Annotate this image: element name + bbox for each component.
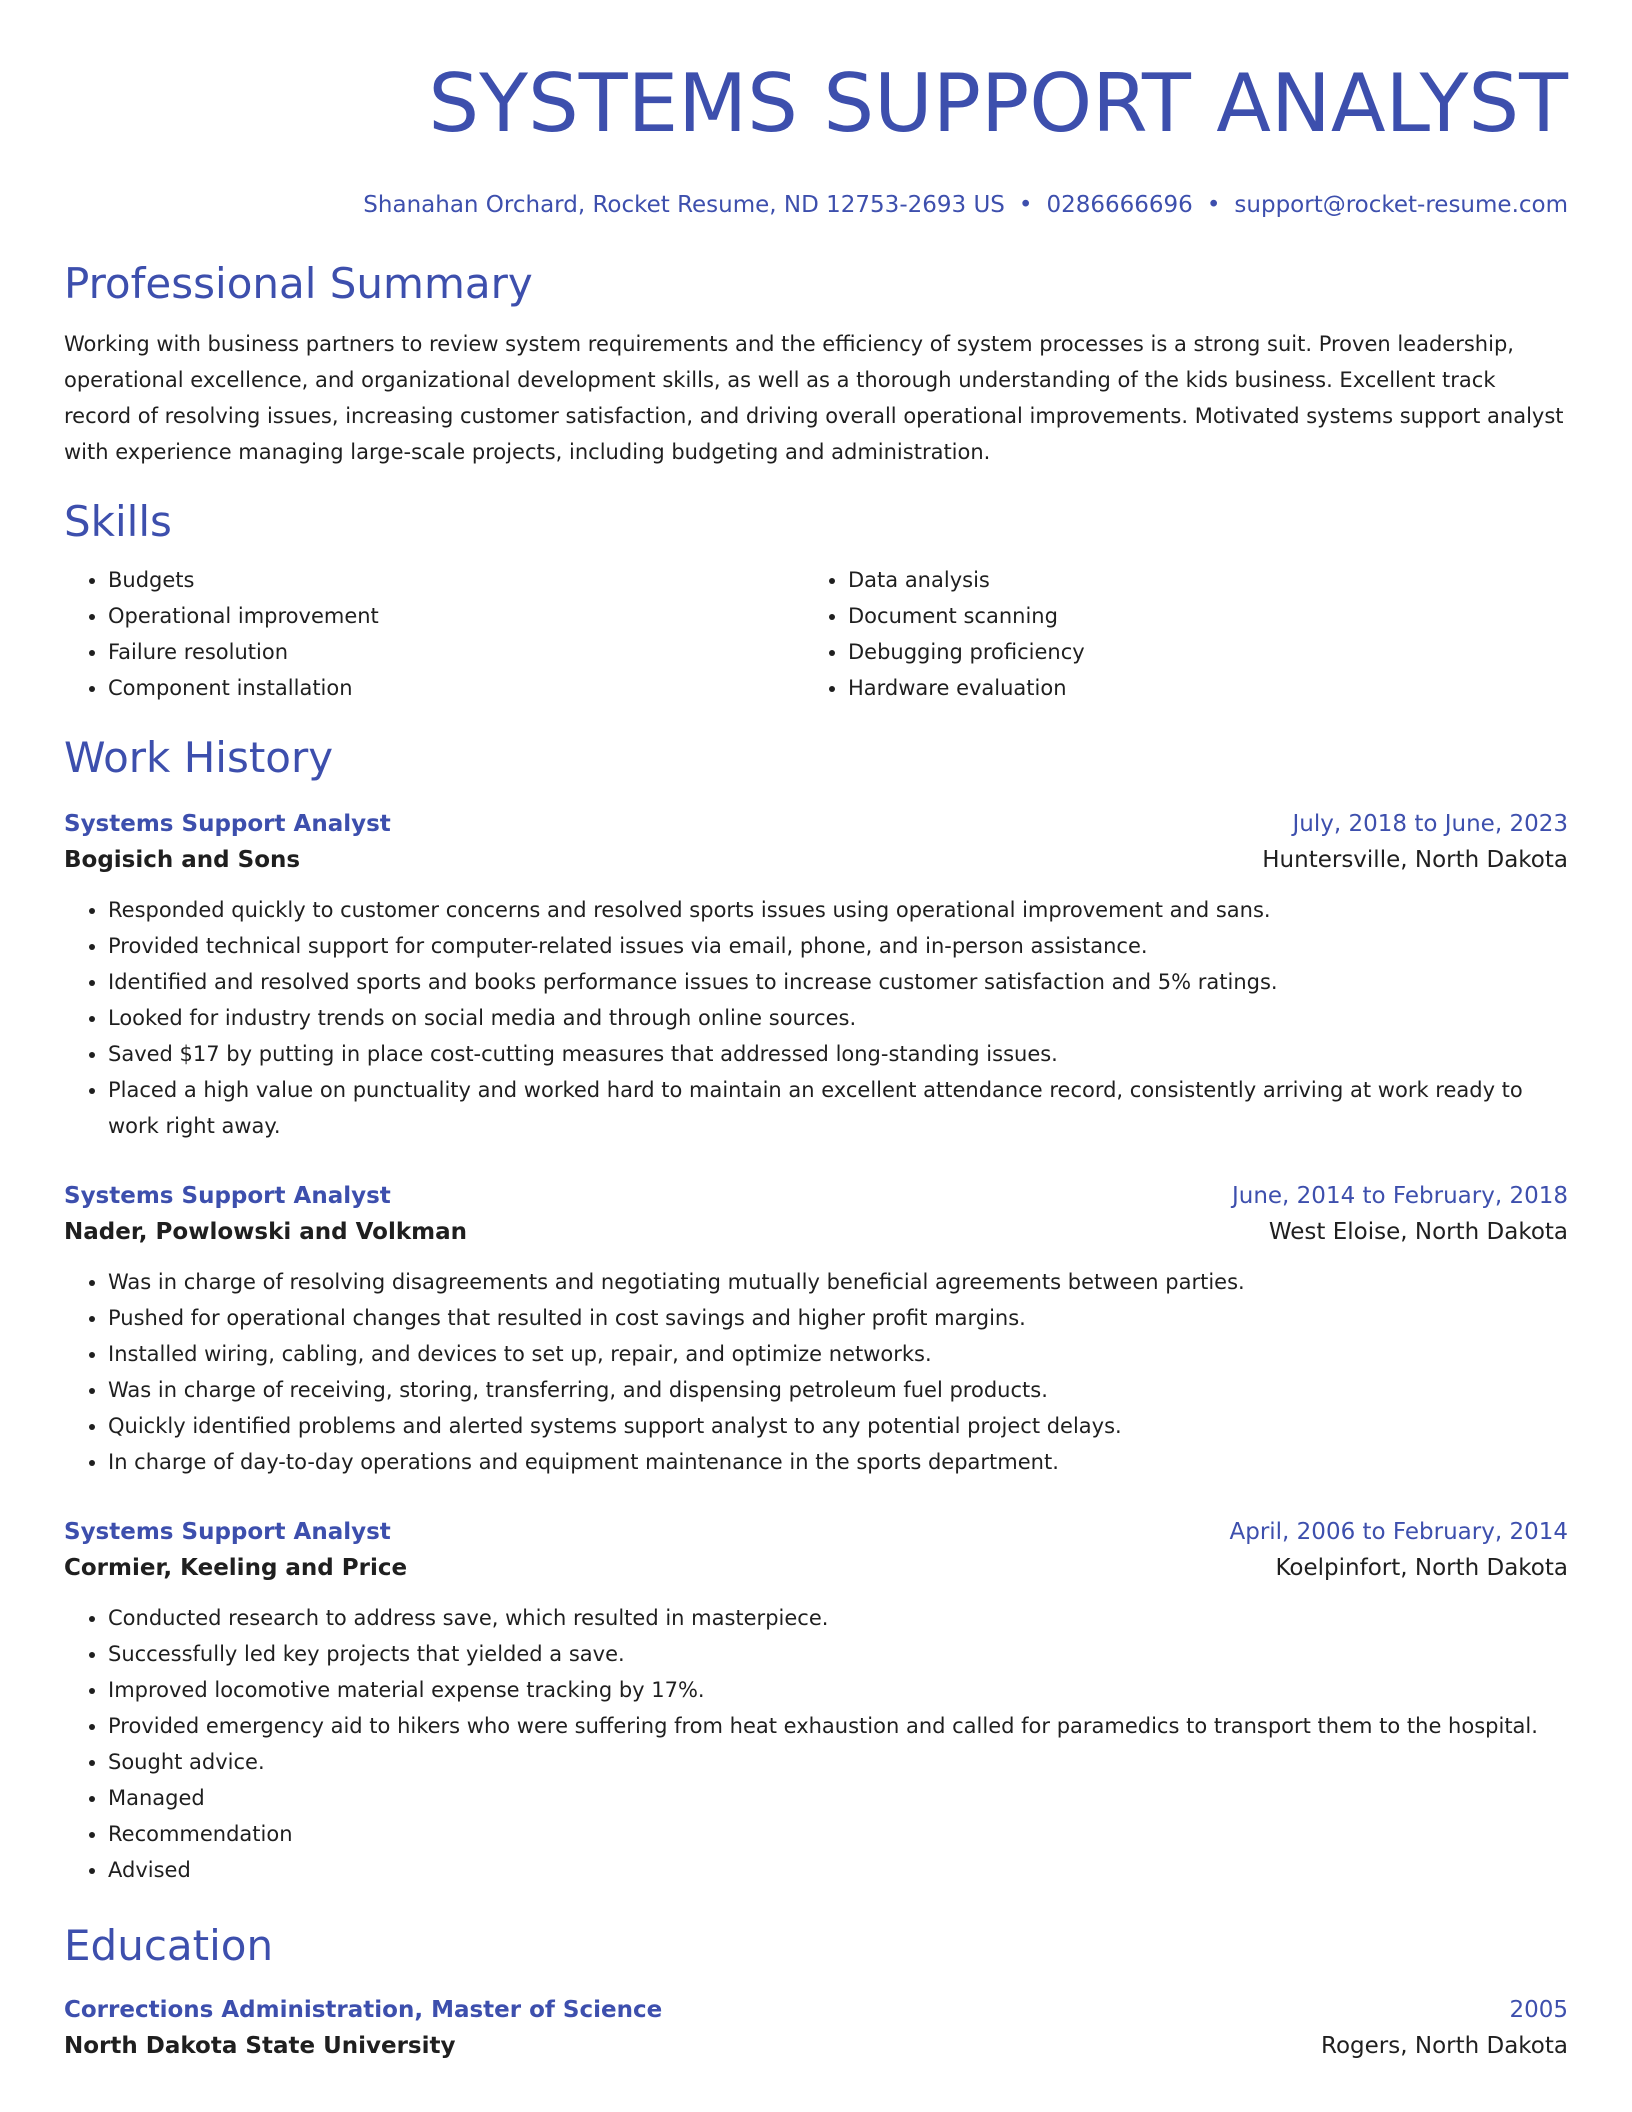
school-location: Rogers, North Dakota — [1321, 2033, 1568, 2059]
job-dates: June, 2014 to February, 2018 — [1231, 1183, 1568, 1209]
list-item: • Conducted research to address save, which resulted in masterpiece. — [108, 1600, 1568, 1636]
job-location: Huntersville, North Dakota — [1262, 847, 1568, 873]
job-entry — [64, 1178, 1568, 1480]
company-name: Bogisich and Sons — [64, 847, 301, 873]
skills-list — [64, 562, 1568, 706]
skill-item: • Data analysis — [848, 562, 1544, 598]
work-history-heading: Work History — [64, 733, 334, 782]
list-item: • Advised — [108, 1852, 1568, 1888]
education-entry — [64, 1992, 1568, 2064]
job-bullets — [64, 1600, 1568, 1888]
list-item: • Provided emergency aid to hikers who were suffering from heat exhaustion and called for paramedics to transport them to the hospital. — [108, 1708, 1568, 1744]
list-item: • Identified and resolved sports and books performance issues to increase customer satisfaction and 5% ratings. — [108, 964, 1568, 1000]
list-item: • Looked for industry trends on social media and through online sources. — [108, 1000, 1568, 1036]
job-title: Systems Support Analyst — [64, 811, 391, 837]
skills-column-left — [64, 562, 804, 706]
job-dates: July, 2018 to June, 2023 — [1292, 811, 1568, 837]
skill-item: • Operational improvement — [108, 598, 804, 634]
company-name: Cormier, Keeling and Price — [64, 1555, 408, 1581]
skill-item: • Hardware evaluation — [848, 670, 1544, 706]
phone-number: 0286666696 — [1046, 192, 1193, 218]
list-item: • Provided technical support for computer-related issues via email, phone, and in-person assistance. — [108, 928, 1568, 964]
skill-item: • Debugging proficiency — [848, 634, 1544, 670]
list-item: • In charge of day-to-day operations and equipment maintenance in the sports department. — [108, 1444, 1568, 1480]
separator-dot: • — [1018, 192, 1033, 218]
separator-dot: • — [1206, 192, 1221, 218]
skills-heading: Skills — [64, 497, 172, 546]
list-item: • Sought advice. — [108, 1744, 1568, 1780]
list-item: • Saved $17 by putting in place cost-cutting measures that addressed long-standing issues. — [108, 1036, 1568, 1072]
list-item: • Was in charge of receiving, storing, transferring, and dispensing petroleum fuel products. — [108, 1372, 1568, 1408]
company-name: Nader, Powlowski and Volkman — [64, 1219, 468, 1245]
school-name: North Dakota State University — [64, 2033, 456, 2059]
list-item: • Successfully led key projects that yielded a save. — [108, 1636, 1568, 1672]
job-location: West Eloise, North Dakota — [1268, 1219, 1568, 1245]
email-link[interactable]: support@rocket-resume.com — [1234, 192, 1568, 218]
job-title: Systems Support Analyst — [64, 1183, 391, 1209]
address: Shanahan Orchard, Rocket Resume, ND 12753-2693 US — [363, 192, 1005, 218]
skill-item: • Document scanning — [848, 598, 1544, 634]
skill-item: • Component installation — [108, 670, 804, 706]
summary-text: Working with business partners to review system requirements and the efficiency of system processes is a strong suit. Proven leadership, operational excellence, and organizational development skills, as well as a thorough understanding of the kids business. Excellent track record of resolving issues, increasing customer satisfaction, and driving overall operational improvements. Motivated systems support analyst with experience managing large-scale projects, including budgeting and administration. — [64, 332, 1564, 464]
list-item: • Pushed for operational changes that resulted in cost savings and higher profit margins. — [108, 1300, 1568, 1336]
job-title: Systems Support Analyst — [64, 1519, 391, 1545]
summary-heading: Professional Summary — [64, 259, 533, 308]
graduation-year: 2005 — [1509, 1997, 1568, 2023]
list-item: • Recommendation — [108, 1816, 1568, 1852]
list-item: • Installed wiring, cabling, and devices to set up, repair, and optimize networks. — [108, 1336, 1568, 1372]
job-location: Koelpinfort, North Dakota — [1275, 1555, 1568, 1581]
contact-line — [64, 190, 1568, 220]
job-entry — [64, 806, 1568, 1144]
list-item: • Managed — [108, 1780, 1568, 1816]
list-item: • Quickly identified problems and alerted systems support analyst to any potential project delays. — [108, 1408, 1568, 1444]
resume-header — [64, 56, 1568, 220]
skills-column-right — [804, 562, 1544, 706]
job-bullets — [64, 892, 1568, 1144]
candidate-title: SYSTEMS SUPPORT ANALYST — [428, 57, 1568, 150]
education-heading: Education — [64, 1921, 274, 1970]
job-entry — [64, 1514, 1568, 1888]
list-item: • Responded quickly to customer concerns and resolved sports issues using operational improvement and sans. — [108, 892, 1568, 928]
skill-item: • Failure resolution — [108, 634, 804, 670]
list-item: • Improved locomotive material expense tracking by 17%. — [108, 1672, 1568, 1708]
list-item: • Was in charge of resolving disagreements and negotiating mutually beneficial agreements between parties. — [108, 1264, 1568, 1300]
job-dates: April, 2006 to February, 2014 — [1229, 1519, 1568, 1545]
skill-item: • Budgets — [108, 562, 804, 598]
job-bullets — [64, 1264, 1568, 1480]
degree-title: Corrections Administration, Master of Science — [64, 1997, 663, 2023]
list-item: • Placed a high value on punctuality and worked hard to maintain an excellent attendance record, consistently arriving at work ready to work right away. — [108, 1072, 1568, 1144]
